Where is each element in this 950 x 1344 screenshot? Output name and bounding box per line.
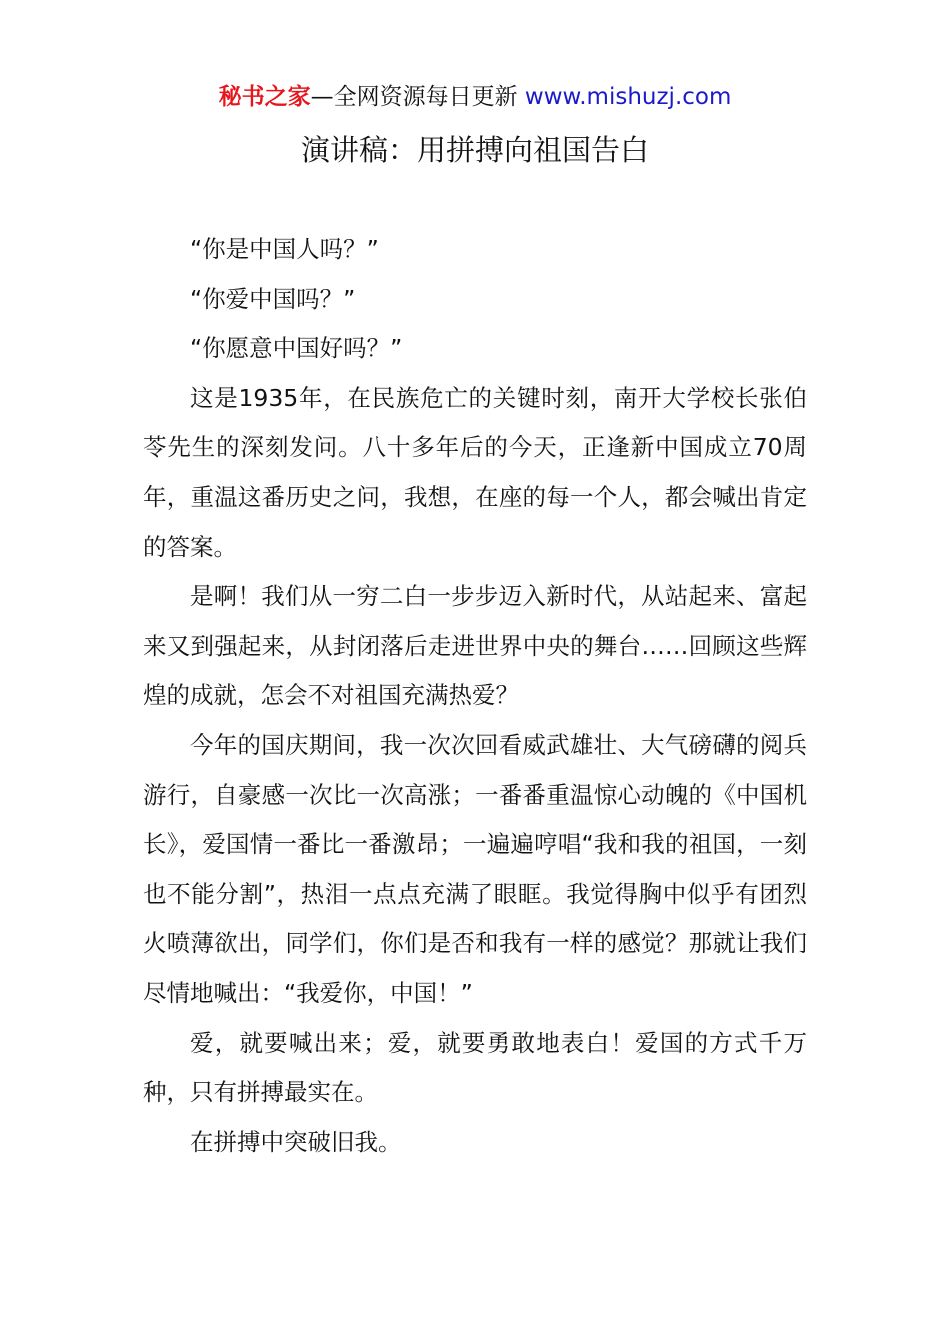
header-tagline: —全网资源每日更新: [310, 84, 518, 110]
paragraph: “你爱中国吗？”: [190, 284, 356, 313]
site-url-link[interactable]: www.mishuzj.com: [524, 84, 732, 110]
paragraph: 是啊！我们从一穷二白一步步迈入新时代，从站起来、富起来又到强起来，从封闭落后走进世界中央的舞台……回顾这些辉煌的成就，怎会不对祖国充满热爱？: [143, 582, 807, 710]
site-header: [0, 80, 950, 114]
paragraph: 这是1935年，在民族危亡的关键时刻，南开大学校长张伯苓先生的深刻发问。八十多年后的今天，正逢新中国成立70周年，重温这番历史之问，我想，在座的每一个人，都会喊出肯定的答案。: [143, 383, 807, 561]
paragraph: 在拼搏中突破旧我。: [190, 1127, 402, 1156]
brand-name: 秘书之家: [218, 84, 311, 110]
document-body: [143, 225, 807, 1167]
paragraph: “你是中国人吗？”: [190, 235, 379, 263]
paragraph: “你愿意中国好吗？”: [190, 334, 403, 363]
paragraph: 今年的国庆期间，我一次次回看威武雄壮、大气磅礴的阅兵游行，自豪感一次比一次高涨；一番番重温惊心动魄的《中国机长》，爱国情一番比一番激昂；一遍遍哼唱“我和我的祖国，一刻也不能分割”，热泪一点点充满了眼眶。我觉得胸中似乎有团烈火喷薄欲出，同学们，你们是否和我有一样的感觉？那就让我们尽情地喊出：“我爱你，中国！”: [143, 730, 807, 1007]
paragraph: 爱，就要喊出来；爱，就要勇敢地表白！爱国的方式千万种，只有拼搏最实在。: [143, 1028, 807, 1107]
document-title: 演讲稿：用拼搏向祖国告白: [300, 133, 649, 167]
